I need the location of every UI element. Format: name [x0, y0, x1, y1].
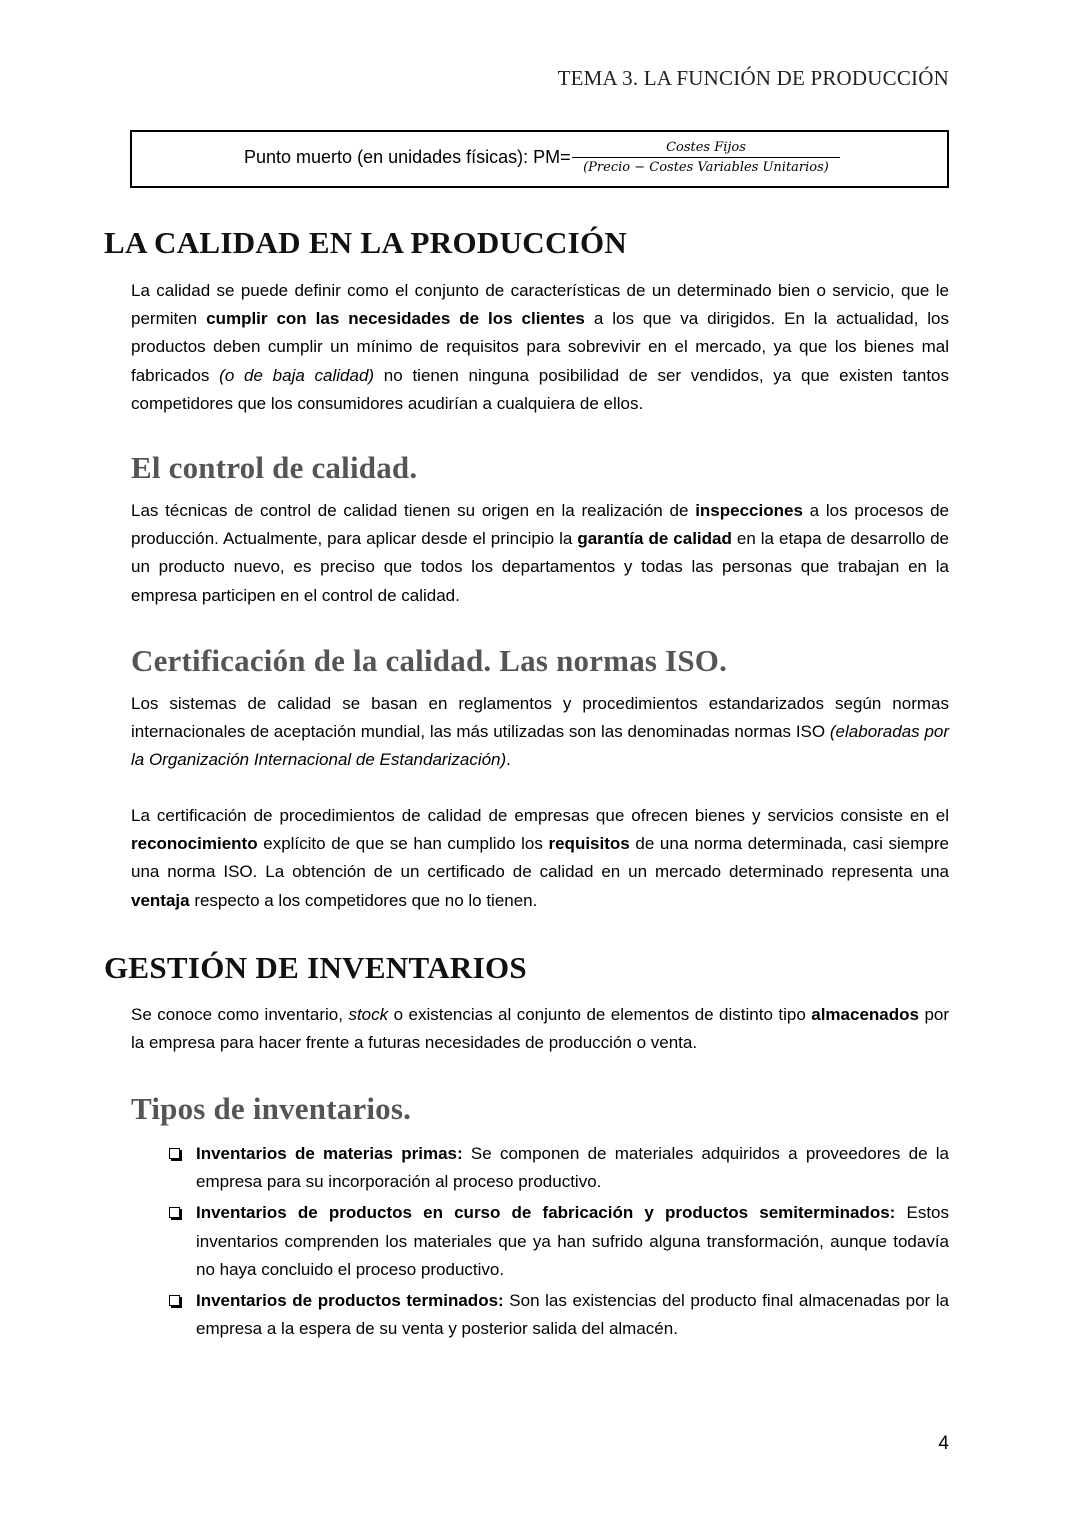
inventarios-intro-paragraph: Se conoce como inventario, stock o existencias al conjunto de elementos de distinto tipo almacenados por la empresa para hacer frente a futuras necesidades de producción o venta. — [131, 1005, 950, 1053]
checkbox-bullet-icon — [169, 1295, 180, 1306]
list-item: Inventarios de materias primas: Se componen de materiales adquiridos a proveedores de la empresa para su incorporación al proceso productivo. — [169, 1140, 949, 1196]
iso-paragraph-2: La certificación de procedimientos de calidad de empresas que ofrecen bienes y servicios consiste en el reconocimiento explícito de que se han cumplido los requisitos de una norma determinada, casi siempre una norma ISO. La obtención de un certificado de calidad en un mercado determinado representa una ventaja respecto a los competidores que no lo tienen. — [131, 806, 949, 910]
inventory-types-list — [169, 1140, 949, 1346]
subheading-certificacion-iso: Certificación de la calidad. Las normas ISO. — [131, 643, 728, 678]
formula-numerator: Costes Fijos — [572, 140, 840, 158]
section-heading-calidad: LA CALIDAD EN LA PRODUCCIÓN — [104, 225, 628, 260]
checkbox-bullet-icon — [169, 1148, 180, 1159]
subheading-tipos-inventarios: Tipos de inventarios. — [131, 1091, 412, 1126]
running-header-title: TEMA 3. LA FUNCIÓN DE PRODUCCIÓN — [557, 66, 949, 90]
list-item: Inventarios de productos terminados: Son las existencias del producto final almacenadas por la empresa a la espera de su venta y posterior salida del almacén. — [169, 1287, 949, 1343]
formula-label: Punto muerto (en unidades físicas): PM= — [244, 147, 571, 167]
section-heading-inventarios: GESTIÓN DE INVENTARIOS — [104, 950, 527, 985]
formula-fraction — [572, 140, 840, 175]
page-number: 4 — [938, 1433, 949, 1454]
control-calidad-paragraph: Las técnicas de control de calidad tienen su origen en la realización de inspecciones a los procesos de producción. Actualmente, para aplicar desde el principio la garantía de calidad en la etapa de desarrollo de un producto nuevo, es preciso que todos los departamentos y todas las personas que trabajan en la empresa participen en el control de calidad. — [131, 501, 950, 605]
checkbox-bullet-icon — [169, 1207, 180, 1218]
break-even-formula-box — [130, 130, 949, 188]
subheading-control-calidad: El control de calidad. — [131, 450, 418, 485]
calidad-intro-paragraph: La calidad se puede definir como el conjunto de características de un determinado bien o servicio, que le permiten cumplir con las necesidades de los clientes a los que va dirigidos. En la actualidad, los productos deben cumplir un mínimo de requisitos para sobrevivir en el mercado, ya que los bienes mal fabricados (o de baja calidad) no tienen ninguna posibilidad de ser vendidos, ya que existen tantos competidores que los consumidores acudirían a cualquiera de ellos. — [131, 281, 949, 413]
formula-denominator: (Precio − Costes Variables Unitarios) — [583, 160, 829, 175]
list-item: Inventarios de productos en curso de fabricación y productos semiterminados: Estos inventarios comprenden los materiales que ya han sufrido alguna transformación, aunque todavía no haya concluido el proceso productivo. — [169, 1199, 949, 1284]
iso-paragraph-1: Los sistemas de calidad se basan en reglamentos y procedimientos estandarizados según normas internacionales de aceptación mundial, las más utilizadas son las denominadas normas ISO (elaboradas por la Organización Internacional de Estandarización). — [131, 694, 950, 770]
